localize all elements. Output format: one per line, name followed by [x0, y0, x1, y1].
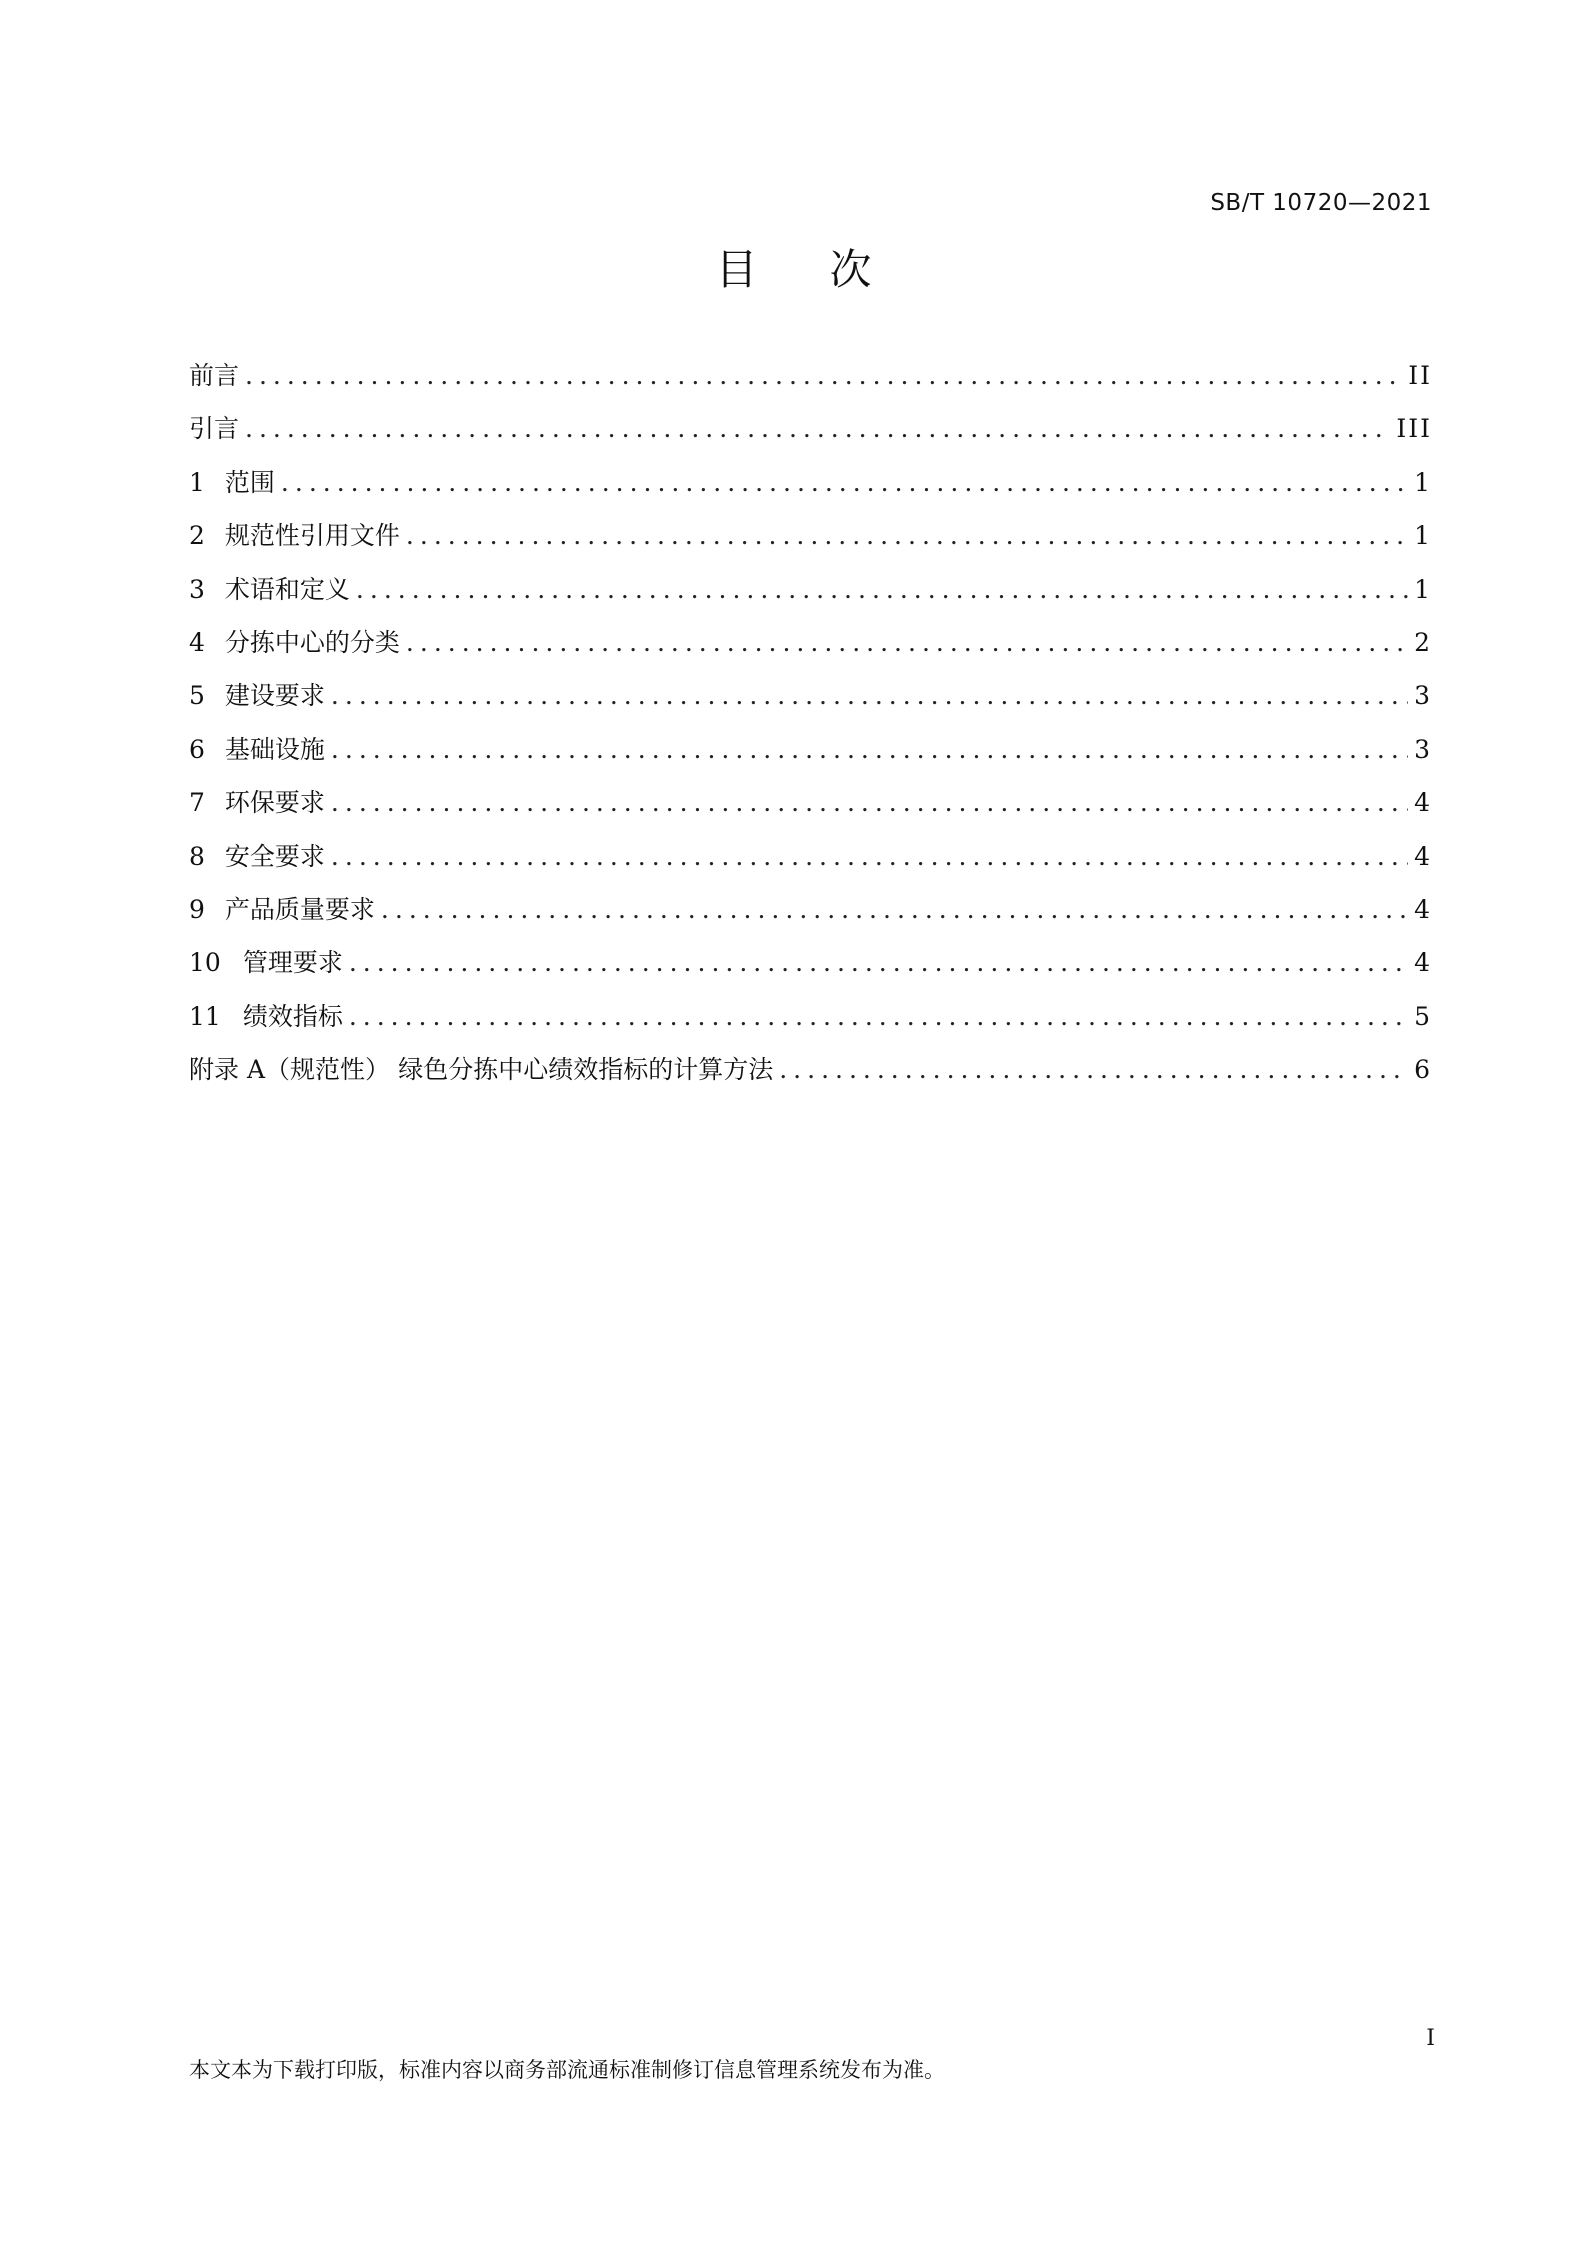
toc-entry-2[interactable]	[189, 518, 1432, 571]
toc-page-number: 6	[1414, 1055, 1432, 1085]
toc-entry-title: 术语和定义	[224, 574, 350, 604]
toc-entry-number: 3	[189, 574, 205, 604]
toc-dot-leader	[381, 892, 1408, 928]
footer-note: 本文本为下载打印版，标准内容以商务部流通标准制修订信息管理系统发布为准。	[189, 2058, 945, 2082]
toc-entry-introduction[interactable]	[189, 411, 1432, 464]
toc-dot-leader	[331, 732, 1408, 768]
toc-entry-9[interactable]	[189, 892, 1432, 945]
toc-page-number: 3	[1414, 681, 1432, 711]
toc-entry-1[interactable]	[189, 465, 1432, 518]
toc-page-number: 1	[1414, 574, 1432, 604]
toc-entry-title: 建设要求	[224, 681, 325, 711]
toc-entry-number: 9	[189, 894, 205, 924]
toc-entry-number: 8	[189, 841, 205, 871]
toc-page-number: 4	[1414, 841, 1432, 871]
toc-entry-4[interactable]	[189, 625, 1432, 678]
toc-entry-title: 前言	[189, 361, 240, 390]
toc-dot-leader	[331, 678, 1408, 714]
toc-entry-title: 基础设施	[224, 734, 325, 764]
toc-entry-number: 10	[189, 948, 221, 978]
toc-page-number: 2	[1414, 627, 1432, 657]
toc-page-number: 4	[1414, 788, 1432, 818]
toc-page-number: III	[1396, 414, 1432, 444]
toc-entry-8[interactable]	[189, 839, 1432, 892]
toc-entry-7[interactable]	[189, 785, 1432, 838]
toc-page-number: 1	[1414, 521, 1432, 551]
toc-entry-appendix-a[interactable]	[189, 1052, 1432, 1105]
appendix-title: 绿色分拣中心绩效指标的计算方法	[398, 1055, 774, 1085]
toc-entry-number: 7	[189, 788, 205, 818]
page-folio: I	[1426, 2026, 1435, 2051]
toc-dot-leader	[356, 572, 1408, 608]
toc-entry-3[interactable]	[189, 572, 1432, 625]
toc-dot-leader	[779, 1052, 1408, 1088]
toc-dot-leader	[331, 839, 1408, 875]
toc-entry-title: 产品质量要求	[224, 894, 375, 924]
toc-entry-number: 1	[189, 467, 205, 497]
toc-dot-leader	[349, 999, 1408, 1035]
toc-page-number: 5	[1414, 1001, 1432, 1031]
toc-dot-leader	[406, 518, 1408, 554]
toc-entry-number: 4	[189, 627, 205, 657]
toc-dot-leader	[349, 945, 1408, 981]
toc-entry-10[interactable]	[189, 945, 1432, 998]
page-title-char-1: 目	[715, 245, 758, 294]
toc-entry-title: 绩效指标	[242, 1001, 343, 1031]
toc-entry-number: 5	[189, 681, 205, 711]
toc-entry-title: 范围	[224, 467, 275, 497]
toc-page-number: 3	[1414, 734, 1432, 764]
toc-entry-title: 环保要求	[224, 788, 325, 818]
toc-dot-leader	[281, 465, 1408, 501]
toc-entry-title: 引言	[189, 414, 240, 444]
toc-entry-11[interactable]	[189, 999, 1432, 1052]
toc-dot-leader	[406, 625, 1408, 661]
toc-page-number: II	[1408, 361, 1432, 390]
toc-entry-number: 2	[189, 521, 205, 551]
page-title-char-2: 次	[829, 245, 872, 294]
appendix-label: 附录 A（规范性）	[189, 1055, 391, 1085]
toc-dot-leader	[331, 785, 1408, 821]
toc-dot-leader	[245, 358, 1402, 394]
page-title	[0, 242, 1587, 298]
toc-entry-foreword[interactable]	[189, 358, 1432, 411]
toc-dot-leader	[245, 411, 1390, 447]
table-of-contents	[189, 358, 1432, 1105]
toc-page-number: 4	[1414, 894, 1432, 924]
toc-entry-number: 6	[189, 734, 205, 764]
toc-page-number: 4	[1414, 948, 1432, 978]
toc-page-number: 1	[1414, 467, 1432, 497]
toc-entry-title: 规范性引用文件	[224, 521, 400, 551]
toc-entry-5[interactable]	[189, 678, 1432, 731]
toc-entry-title: 管理要求	[242, 948, 343, 978]
toc-entry-6[interactable]	[189, 732, 1432, 785]
toc-entry-title: 分拣中心的分类	[224, 627, 400, 657]
toc-entry-title: 安全要求	[224, 841, 325, 871]
toc-entry-number: 11	[189, 1001, 221, 1031]
document-code: SB/T 10720—2021	[1210, 190, 1432, 216]
